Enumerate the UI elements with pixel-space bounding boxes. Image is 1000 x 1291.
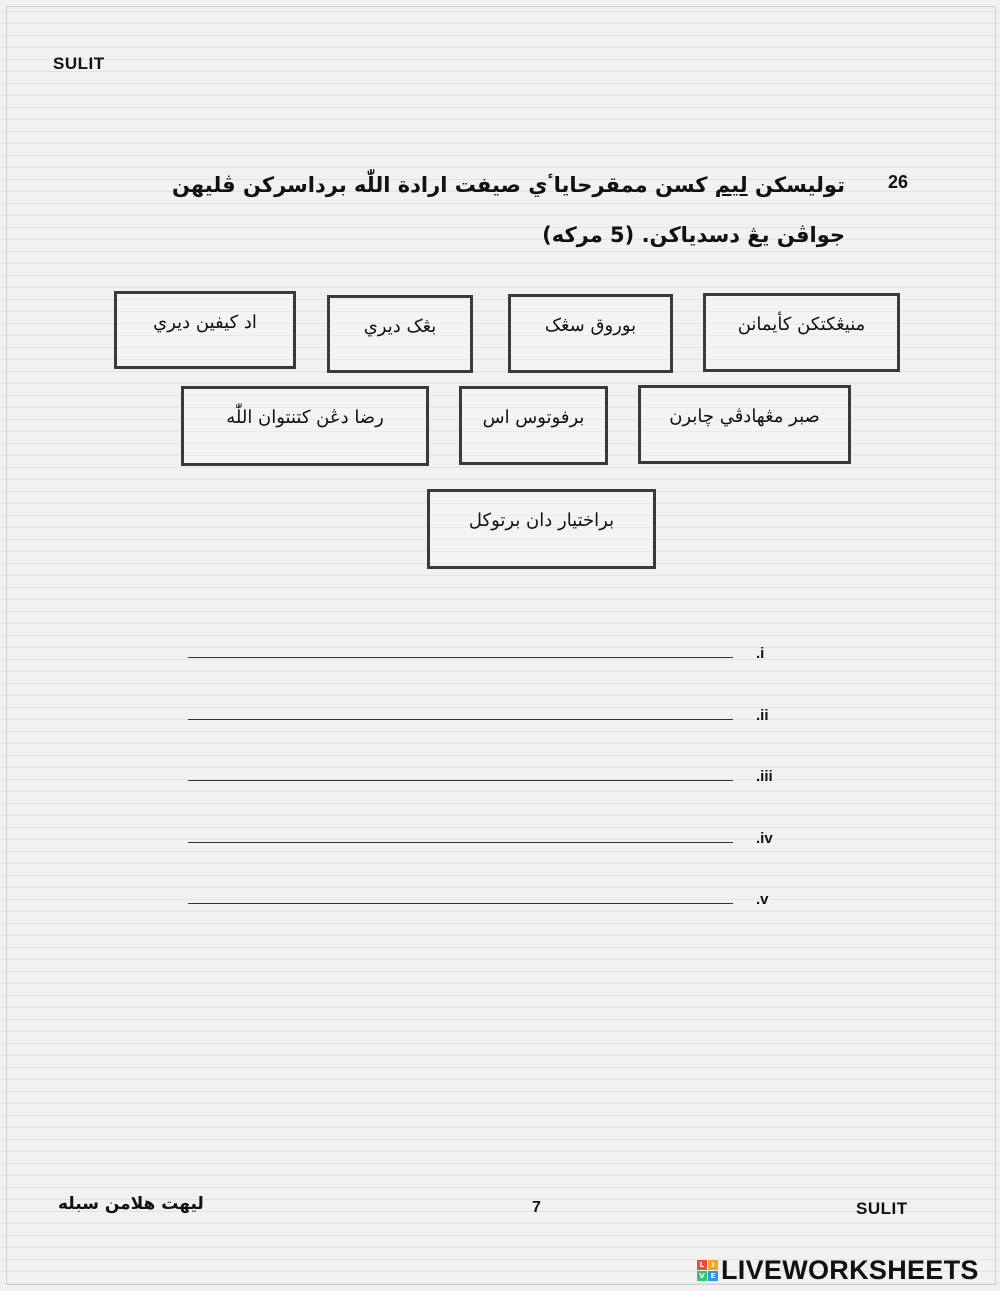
question-text-start: توليسكن <box>747 173 845 197</box>
footer-sulit: SULIT <box>856 1199 908 1218</box>
liveworksheets-logo <box>697 1255 979 1286</box>
option-box-6[interactable]: برفوتوس اس <box>459 386 608 465</box>
option-box-2[interactable]: بوروق سڠک <box>508 294 673 373</box>
option-box-1[interactable]: منيڠكتكن كأيمانن <box>703 293 900 372</box>
footer-page-number: 7 <box>532 1199 541 1216</box>
answer-row-3 <box>188 751 788 785</box>
answer-label-3: .iii <box>756 768 773 785</box>
answer-row-5 <box>188 874 788 908</box>
question-underlined-word: ليم <box>714 173 748 197</box>
answer-row-1 <box>188 628 788 662</box>
option-box-4[interactable]: اد كيفين ديري <box>114 291 296 369</box>
mark-letter-i: I <box>708 1260 718 1270</box>
option-box-7[interactable]: رضا دڠن كتنتوان اللّٰه <box>181 386 429 466</box>
question-number: 26 <box>888 172 909 192</box>
answer-label-1: .i <box>756 645 765 662</box>
header-sulit: SULIT <box>53 54 105 73</box>
answer-input-1[interactable] <box>188 631 733 658</box>
answer-input-4[interactable] <box>188 816 733 843</box>
mark-letter-v: V <box>697 1271 707 1281</box>
answer-input-5[interactable] <box>188 877 733 904</box>
answer-input-3[interactable] <box>188 754 733 781</box>
answer-label-5: .v <box>756 891 769 908</box>
answer-input-2[interactable] <box>188 693 733 720</box>
answer-row-2 <box>188 690 788 724</box>
answer-label-2: .ii <box>756 707 769 724</box>
question-text-end: كسن ممقرحاياٴي صيفت ارادة اللّٰه برداسركن ڤليهن جواڤن يڠ دسدياكن. (5 مركه) <box>172 173 845 247</box>
mark-letter-e: E <box>708 1271 718 1281</box>
question-text <box>120 160 845 260</box>
option-box-3[interactable]: بڠک ديري <box>327 295 473 373</box>
liveworksheets-wordmark: LIVEWORKSHEETS <box>721 1255 979 1285</box>
answer-label-4: .iv <box>756 830 773 847</box>
option-box-8[interactable]: براختيار دان برتوكل <box>427 489 656 569</box>
option-box-5[interactable]: صبر مڠهادڤي چابرن <box>638 385 851 464</box>
liveworksheets-mark-icon <box>697 1260 718 1281</box>
mark-letter-l: L <box>697 1260 707 1270</box>
footer-next-page-note: ليهت هلامن سبله <box>58 1194 204 1214</box>
answer-row-4 <box>188 813 788 847</box>
